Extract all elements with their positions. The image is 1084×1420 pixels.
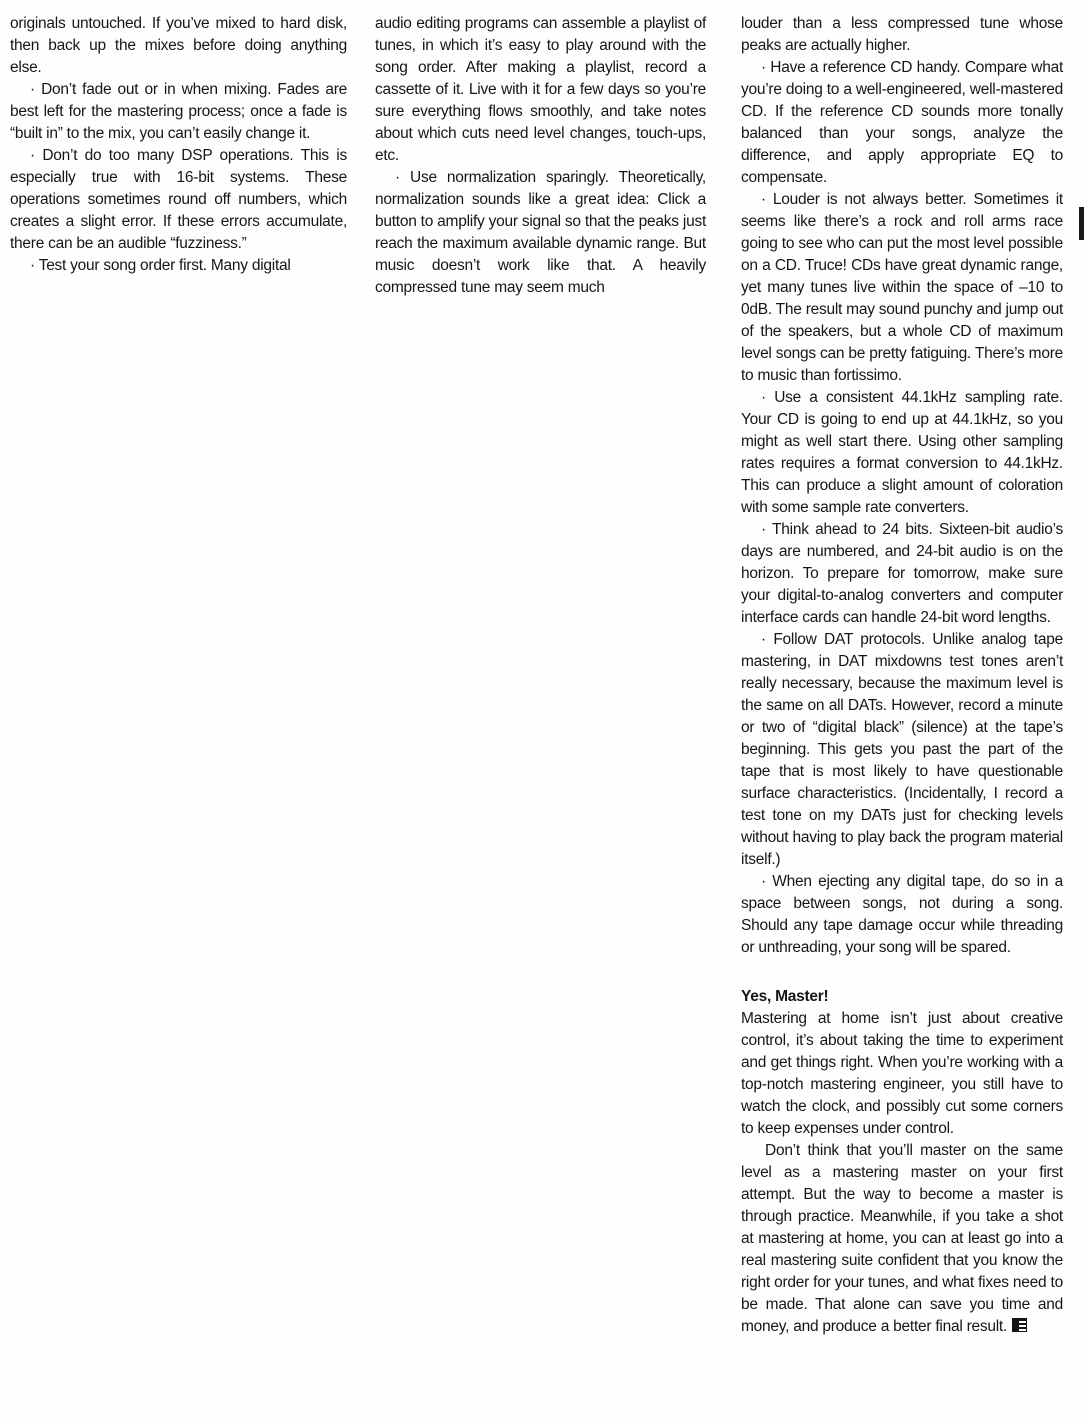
paragraph: louder than a less compressed tune whose peaks are actually higher. [741, 15, 1063, 54]
paragraph: audio editing programs can assemble a playlist of tunes, in which it’s easy to play around with the song order. After making a playlist, record a cassette of it. Live with it for a few days so you’re sure everything flows smoothly, and take notes about which cuts need level changes, touch-ups, etc. [375, 15, 706, 164]
article-column-3 [741, 13, 1063, 1338]
paragraph: · When ejecting any digital tape, do so in a space between songs, not during a song. Should any tape damage occur while threading or unthreading, your song will be spared. [741, 873, 1063, 956]
paragraph: originals untouched. If you’ve mixed to hard disk, then back up the mixes before doing anything else. [10, 15, 347, 76]
paragraph-text: Don’t think that you’ll master on the same level as a mastering master on your first attempt. But the way to become a master is through practice. Meanwhile, if you take a shot at mastering at home, you can at least go into a real mastering suite confident that you know the right order for your tunes, and what fixes need to be made. That alone can save you time and money, and produce a better final result. [741, 1142, 1063, 1335]
paragraph: · Test your song order first. Many digital [30, 257, 291, 274]
paragraph: Mastering at home isn’t just about creative control, it’s about taking the time to experiment and get things right. When you’re working with a top-notch mastering engineer, you still have to watch the clock, and possibly cut some corners to keep expenses under control. [741, 1010, 1063, 1137]
section-heading: Yes, Master! [741, 988, 829, 1005]
article-column-2 [375, 13, 706, 299]
paragraph: · Think ahead to 24 bits. Sixteen-bit audio’s days are numbered, and 24-bit audio is on the horizon. To prepare for tomorrow, make sure your digital-to-analog converters and computer interface cards can handle 24-bit word lengths. [741, 521, 1063, 626]
page-edge-mark [1079, 207, 1084, 240]
article-column-1 [10, 13, 347, 277]
paragraph: · Use a consistent 44.1kHz sampling rate. Your CD is going to end up at 44.1kHz, so you might as well start there. Using other sampling rates requires a format conversion to 44.1kHz. This can produce a slight amount of coloration with some sample rate converters. [741, 389, 1063, 516]
paragraph: · Don’t do too many DSP operations. This is especially true with 16-bit systems. These operations sometimes round off numbers, which creates a slight error. If these errors accumulate, there can be an audible “fuzziness.” [10, 147, 347, 252]
end-of-article-icon [1012, 1318, 1027, 1332]
paragraph: · Louder is not always better. Sometimes it seems like there’s a rock and roll arms race going to see who can put the most level possible on a CD. Truce! CDs have great dynamic range, yet many tunes live within the space of –10 to 0dB. The result may sound punchy and jump out of the speakers, but a whole CD of maximum level songs can be pretty fatiguing. There’s more to music than fortissimo. [741, 191, 1063, 384]
paragraph: · Follow DAT protocols. Unlike analog tape mastering, in DAT mixdowns test tones aren’t really necessary, because the maximum level is the same on all DATs. However, record a minute or two of “digital black” (silence) at the tape’s beginning. This gets you past the part of the tape that is most likely to have questionable surface characteristics. (Incidentally, I record a test tone on my DATs just for checking levels without having to play back the program material itself.) [741, 631, 1063, 868]
paragraph: · Have a reference CD handy. Compare what you’re doing to a well-engineered, well-mastered CD. If the reference CD sounds more tonally balanced than your songs, analyze the difference, and apply appropriate EQ to compensate. [741, 59, 1063, 186]
paragraph: · Use normalization sparingly. Theoretically, normalization sounds like a great idea: Click a button to amplify your signal so that the peaks just reach the maximum available dynamic range. But music doesn’t work like that. A heavily compressed tune may seem much [375, 169, 706, 296]
paragraph: · Don’t fade out or in when mixing. Fades are best left for the mastering process; once a fade is “built in” to the mix, you can’t easily change it. [10, 81, 347, 142]
paragraph [741, 1140, 1063, 1338]
